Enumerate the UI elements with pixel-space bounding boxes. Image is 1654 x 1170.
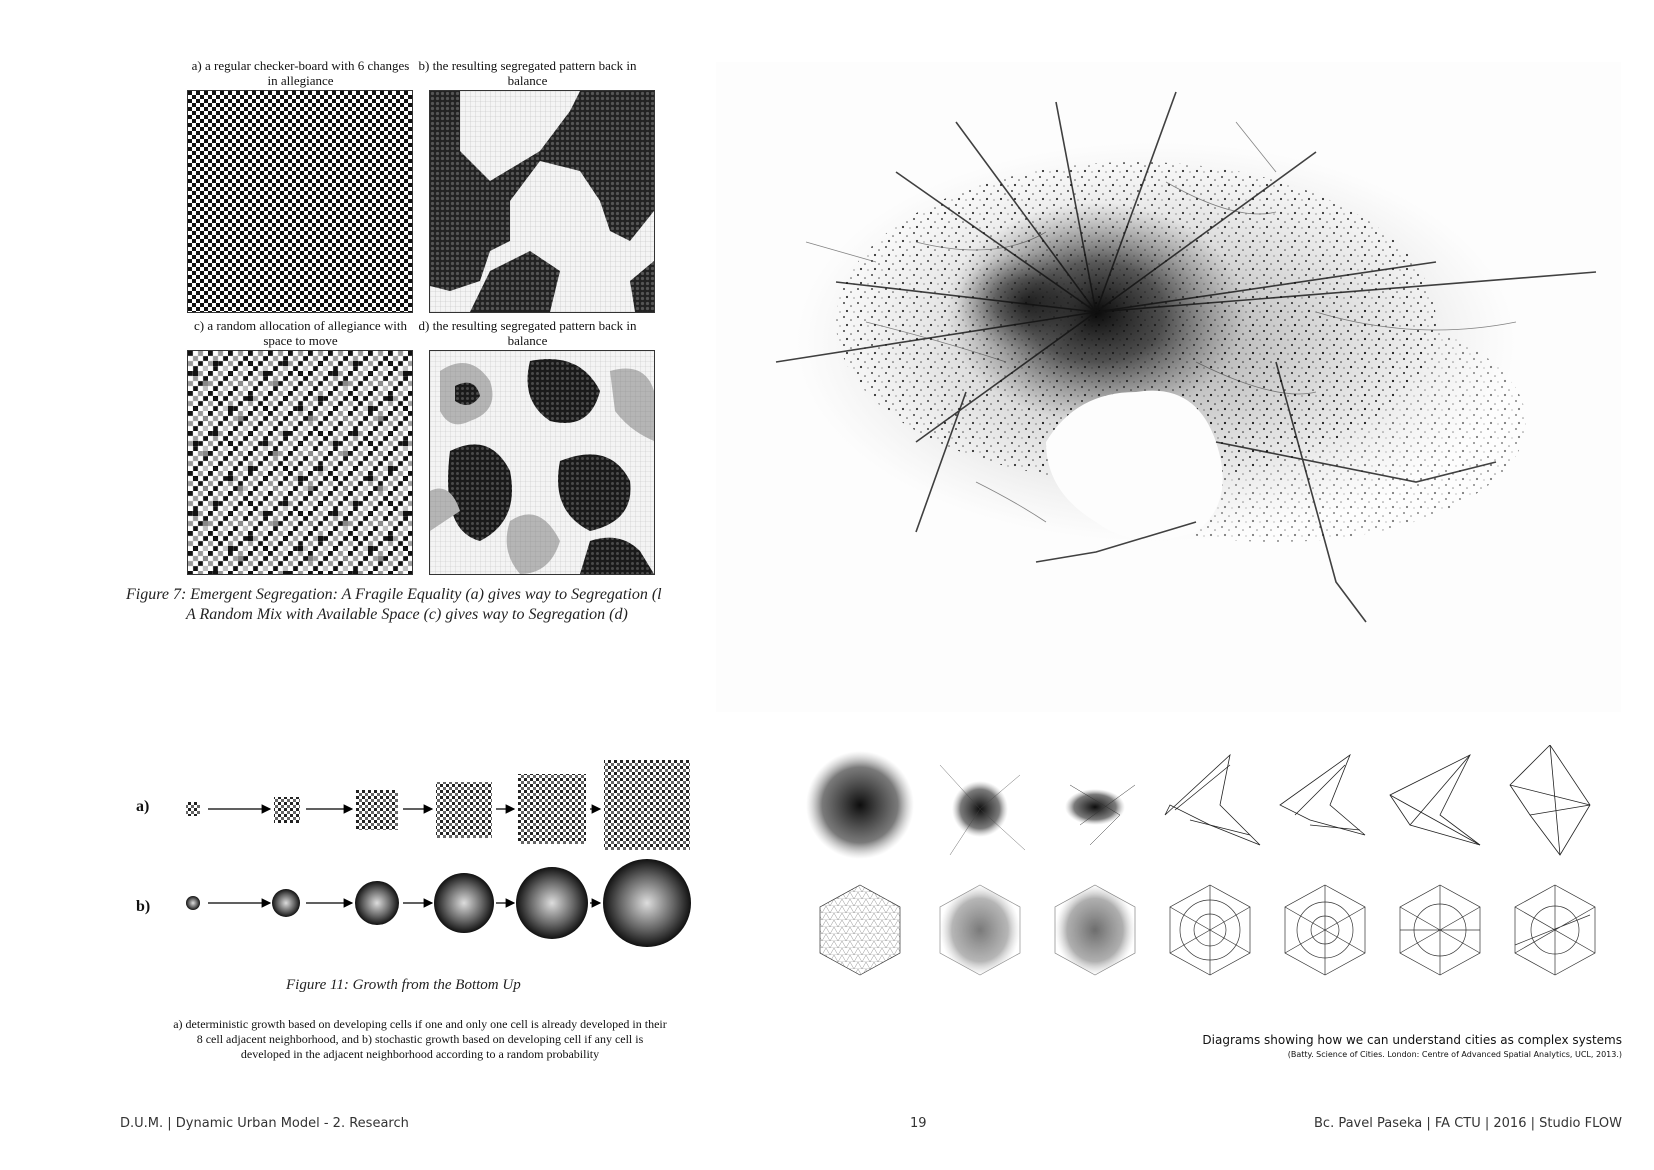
figure11-description-line3: developed in the adjacent neighborhood according to a random probability	[240, 1047, 600, 1061]
panel-b-caption: b) the resulting segregated pattern back in balance	[418, 58, 637, 88]
checkerboard-grid	[187, 90, 413, 313]
segregated-pattern-d	[429, 350, 655, 575]
panel-d-caption: d) the resulting segregated pattern back in balance	[418, 318, 637, 348]
footer-document-title: D.U.M. | Dynamic Urban Model - 2. Research	[120, 1116, 409, 1131]
figure7-caption-line1: Figure 7: Emergent Segregation: A Fragile Equality (a) gives way to Segregation (l	[126, 586, 662, 603]
complex-systems-diagrams	[790, 745, 1620, 995]
growth-diagram	[170, 760, 710, 970]
panel-a-caption: a) a regular checker-board with 6 changes in allegiance	[191, 58, 410, 88]
random-allocation-grid	[187, 350, 413, 575]
growth-row-b-label: b)	[136, 898, 151, 915]
figure11-description-line1: a) deterministic growth based on developing cells if one and only one cell is already developed in their	[173, 1017, 667, 1031]
diagrams-source: (Batty. Science of Cities. London: Centre of Advanced Spatial Analytics, UCL, 2013.)	[1287, 1050, 1622, 1059]
city-density-map-graphic	[716, 62, 1621, 712]
network-row-bottom	[820, 885, 1595, 975]
segregated-pattern-b	[429, 90, 655, 313]
figure11-caption: Figure 11: Growth from the Bottom Up	[286, 977, 521, 993]
figure7-caption-line2: A Random Mix with Available Space (c) gives way to Segregation (d)	[186, 606, 628, 623]
network-row-top	[806, 745, 1590, 859]
city-density-map	[716, 62, 1621, 712]
growth-row-b-shapes	[186, 859, 691, 947]
footer-author: Bc. Pavel Paseka | FA CTU | 2016 | Studio FLOW	[1314, 1116, 1622, 1131]
random-allocation-grid-graphic	[188, 351, 412, 574]
growth-row-a-shapes	[186, 760, 690, 850]
segregated-pattern-b-graphic	[430, 91, 654, 312]
panel-c-caption: c) a random allocation of allegiance with space to move	[194, 318, 407, 348]
checkerboard-grid-graphic	[188, 91, 412, 312]
growth-row-a-label: a)	[136, 798, 150, 815]
footer-page-number: 19	[910, 1116, 927, 1131]
diagrams-caption: Diagrams showing how we can understand cities as complex systems	[1202, 1033, 1622, 1047]
figure11-description-line2: 8 cell adjacent neighborhood, and b) stochastic growth based on developing cell if any cell is	[196, 1032, 644, 1046]
segregated-pattern-d-graphic	[430, 351, 654, 574]
